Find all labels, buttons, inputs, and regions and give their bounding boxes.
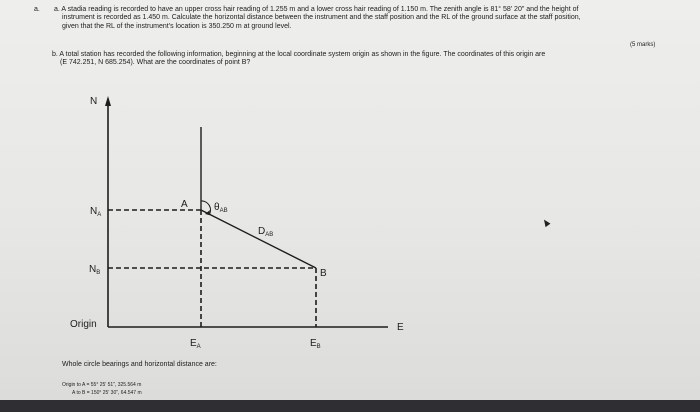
origin-label: Origin (70, 319, 97, 330)
point-b-label: B (320, 268, 327, 279)
line-ab (201, 210, 316, 268)
bearing-origin-to-a: Origin to A = 55° 25' 51", 325.564 m (62, 382, 142, 388)
nb-label: $N_B$ (89, 264, 101, 276)
ea-label: $E_A$ (190, 338, 201, 350)
marks-label: (5 marks) (630, 42, 656, 48)
question-b-line-2: (E 742.251, N 685.254). What are the coordinates of point B? (60, 59, 251, 66)
question-a-line-2: instrument is recorded as 1.450 m. Calculate the horizontal distance between the instrument and the staff position and the RL of the ground surface at the staff position, (62, 14, 581, 21)
theta-ab-label: $\theta_{AB}$ (214, 202, 228, 214)
bearing-a-to-b: A to B = 150° 25' 30", 64.547 m (72, 390, 142, 396)
question-marker: a. (34, 6, 40, 13)
na-label: $N_A$ (90, 206, 102, 218)
question-a-line-3: given that the RL of the instrument's location is 350.250 m at ground level. (62, 23, 292, 30)
distance-ab-label: $D_{AB}$ (258, 226, 274, 238)
east-axis-label: E (397, 322, 404, 333)
bottom-edge (0, 400, 700, 412)
point-a-label: A (181, 199, 188, 210)
north-axis-label: N (90, 96, 98, 107)
question-a-line-1: a. A stadia reading is recorded to have an upper cross hair reading of 1.255 m and a lower cross hair reading of 1.150 m. The zenith angle is 81° 58' 20" and the height of (54, 6, 579, 13)
eb-label: $E_B$ (310, 338, 321, 350)
data-caption: Whole circle bearings and horizontal distance are: (62, 361, 217, 368)
question-b-line-1: b. A total station has recorded the following information, beginning at the local coordinate system origin as shown in the figure. The coordinates of this origin are (52, 51, 546, 58)
north-arrow-head (105, 96, 111, 106)
